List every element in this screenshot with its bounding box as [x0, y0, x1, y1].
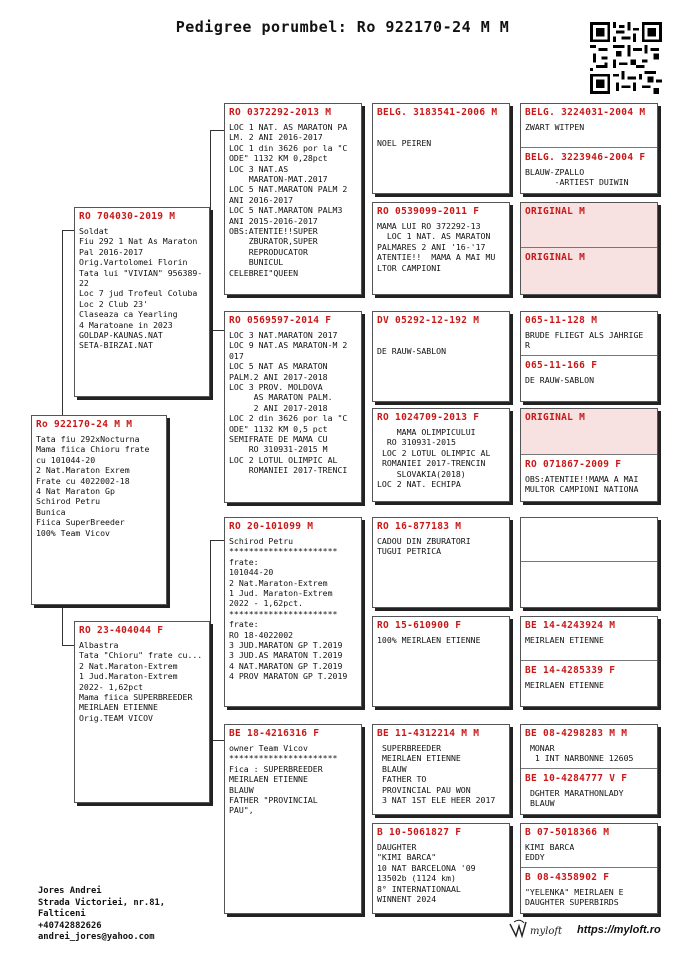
ring-number: RO 1024709-2013 F [377, 412, 480, 423]
pigeon-card-gen4-7 [372, 724, 510, 815]
pigeon-card-gen4-2 [372, 202, 510, 295]
ring-number: B 07-5018366 M [525, 827, 610, 838]
pigeon-notes: Soldat Fiu 292 1 Nat As Maraton Pal 2016-2017 Orig.Vartolomei Florin Tata lui "VIVIAN" 956389-22 Loc 7 jud Trofeul Coluba Loc 2 Club 23' Claseaza ca Yearling 4 Maratoane in 2023 GOLDAP-KAUNAS.NAT SETA-BIRZAI.NAT [79, 226, 203, 351]
ring-number: BE 10-4284777 V F [525, 773, 628, 784]
logo-text: myloft [530, 926, 563, 937]
pigeon-notes: Albastra Tata "Chioru" frate cu... 2 Nat.Maraton-Extrem 1 Jud.Maraton-Extrem 2022- 1,62pct Mama fiica SUPERBREEDER MEIRLAEN ETIENNE Orig.TEAM VICOV [79, 640, 203, 723]
pigeon-notes: MAMA OLIMPICULUI RO 310931-2015 LOC 2 LOTUL OLIMPIC AL ROMANIEI 2017-TRENCIN SLOVAKIA(2018) LOC 2 NAT. ECHIPA [377, 427, 491, 490]
website-link[interactable]: https://myloft.ro [577, 924, 661, 936]
pigeon-card-gen5-15-16 [520, 823, 658, 914]
ring-number: ORIGINAL M [525, 412, 586, 423]
pigeon-card-gen5-9-10 [520, 517, 658, 608]
owner-city: Falticeni [38, 909, 86, 919]
pigeon-notes: LOC 3 NAT.MARATON 2017 LOC 9 NAT.AS MARATON-M 2 017 LOC 5 NAT AS MARATON PALM.2 ANI 2017-2018 LOC 3 PROV. MOLDOVA AS MARATON PALM. 2 ANI 2017-2018 LOC 2 din 3626 por la "C ODE" 1132 KM 0,5 pct SEMIFRATE DE MAMA CU RO 310931-2015 M LOC 2 LOTUL OLIMPIC AL ROMANIEI 2017-TRENCI [229, 330, 348, 476]
ring-number: ORIGINAL M [525, 206, 586, 217]
ring-number: RO 704030-2019 M [79, 211, 176, 222]
pigeon-notes: LOC 1 NAT. AS MARATON PA LM. 2 ANI 2016-2017 LOC 1 din 3626 por la "C ODE" 1132 KM 0,28pct LOC 3 NAT.AS MARATON-MAT.2017 LOC 5 NAT.MARATON PALM 2 ANI 2016-2017 LOC 5 NAT.MARATON PALM3 ANI 2015-2016-2017 OBS:ATENTIE!!SUPER ZBURATOR,SUPER REPRODUCATOR BUNICUL CELEBREI"QUEEN [229, 122, 348, 278]
pigeon-card-gen4-5 [372, 517, 510, 608]
pigeon-notes: CADOU DIN ZBURATORI TUGUI PETRICA [377, 536, 471, 557]
pigeon-notes: SUPERBREEDER MEIRLAEN ETIENNE BLAUW FATHER TO PROVINCIAL PAU WON 3 NAT 1ST ELE HEER 2017 [381, 743, 496, 806]
pigeon-notes: owner Team Vicov ********************** Fica : SUPERBREEDER MEIRLAEN ETIENNE BLAUW FATHER "PROVINCIAL PAU", [229, 743, 338, 816]
owner-name: Jores Andrei [38, 886, 102, 896]
ring-number: RO 071867-2009 F [525, 459, 622, 470]
pigeon-notes: MEIRLAEN ETIENNE [525, 680, 604, 690]
pigeon-card-gen4-4 [372, 408, 510, 502]
ring-number: ORIGINAL M [525, 252, 586, 263]
ring-number: RO 16-877183 M [377, 521, 462, 532]
ring-number: RO 0569597-2014 F [229, 315, 332, 326]
pigeon-card-grandsire-maternal [224, 517, 362, 707]
ring-number: 065-11-166 F [525, 360, 598, 371]
pigeon-card-gen4-8 [372, 823, 510, 914]
pigeon-card-dam [74, 621, 210, 803]
ring-number: Ro 922170-24 M M [36, 419, 133, 430]
ring-number: BE 18-4216316 F [229, 728, 320, 739]
qr-code [590, 22, 662, 94]
ring-number: RO 0539099-2011 F [377, 206, 480, 217]
ring-number: B 10-5061827 F [377, 827, 462, 838]
pigeon-card-granddam-maternal [224, 724, 362, 914]
pigeon-notes: KIMI BARCA EDDY [525, 842, 575, 863]
pigeon-notes: "YELENKA" MEIRLAEN E DAUGHTER SUPERBIRDS [525, 887, 624, 908]
pigeon-notes: BRUDE FLIEGT ALS JAHRIGE R [525, 330, 649, 351]
ring-number: BELG. 3183541-2006 M [377, 107, 498, 118]
myloft-logo [508, 918, 574, 940]
ring-number: BE 14-4243924 M [525, 620, 616, 631]
pigeon-card-main [31, 415, 167, 605]
pigeon-card-gen5-1-2 [520, 103, 658, 194]
pigeon-notes: DE RAUW-SABLON [377, 346, 447, 356]
ring-number: BELG. 3223946-2004 F [525, 152, 646, 163]
ring-number: RO 23-404044 F [79, 625, 164, 636]
owner-street: Strada Victoriei, nr.81, [38, 897, 166, 908]
ring-number: RO 20-101099 M [229, 521, 314, 532]
pigeon-notes: MEIRLAEN ETIENNE [525, 635, 604, 645]
page-title: Pedigree porumbel: Ro 922170-24 M M [175, 18, 510, 36]
owner-info [38, 886, 165, 944]
pigeon-card-gen5-11-12 [520, 616, 658, 707]
pigeon-notes: Schirod Petru ********************** frate: 101044-20 2 Nat.Maraton-Extrem 1 Jud. Maraton-Extrem 2022 - 1,62pct. ********************** frate: RO 18-4022002 3 JUD.MARATON GP T.2019 3 JUD.AS MARATON T.2019 4 NAT.MARATON GP T.2019 4 PROV MARATON GP T.2019 [229, 536, 348, 682]
pigeon-card-gen5-5-6 [520, 311, 658, 402]
pigeon-notes: Tata fiu 292xNocturna Mama fiica Chioru frate cu 101044-20 2 Nat.Maraton Exrem Frate cu 4022002-18 4 Nat Maraton Gp Schirod Petru Bunica Fiica SuperBreeder 100% Team Vicov [36, 434, 150, 538]
pigeon-card-gen5-13-14 [520, 724, 658, 815]
pigeon-notes: BLAUW-ZPALLO -ARTIEST DUIWIN [525, 167, 629, 188]
ring-number: DV 05292-12-192 M [377, 315, 480, 326]
ring-number: BE 11-4312214 M M [377, 728, 480, 739]
pigeon-notes: DAUGHTER "KIMI BARCA" 10 NAT BARCELONA '09 13502b (1124 km) 8° INTERNATIONAAL WINNENT 2024 [377, 842, 476, 905]
ring-number: RO 0372292-2013 M [229, 107, 332, 118]
pigeon-card-gen4-6 [372, 616, 510, 707]
ring-number: BE 14-4285339 F [525, 665, 616, 676]
pigeon-notes: NOEL PEIREN [377, 138, 432, 148]
pigeon-card-gen5-7-8 [520, 408, 658, 502]
ring-number: B 08-4358902 F [525, 872, 610, 883]
pigeon-notes: MAMA LUI RO 372292-13 LOC 1 NAT. AS MARATON PALMARES 2 ANI '16-'17 ATENTIE!! MAMA A MAI MU LTOR CAMPIONI [377, 221, 496, 273]
pigeon-card-sire [74, 207, 210, 397]
pigeon-notes: MONAR 1 INT NARBONNE 12605 [529, 743, 634, 764]
pigeon-card-granddam-paternal [224, 311, 362, 503]
pigeon-notes: ZWART WITPEN [525, 122, 585, 132]
ring-number: 065-11-128 M [525, 315, 598, 326]
ring-number: RO 15-610900 F [377, 620, 462, 631]
owner-phone: +40742882626 [38, 920, 102, 931]
pigeon-notes: DGHTER MARATHONLADY BLAUW [529, 788, 624, 809]
pigeon-card-grandsire-paternal [224, 103, 362, 295]
pigeon-notes: 100% MEIRLAEN ETIENNE [377, 635, 481, 645]
pigeon-card-gen4-3 [372, 311, 510, 402]
pigeon-card-gen5-3-4 [520, 202, 658, 295]
pigeon-card-gen4-1 [372, 103, 510, 194]
pigeon-notes: OBS:ATENTIE!!MAMA A MAI MULTOR CAMPIONI NATIONA [525, 474, 644, 495]
pigeon-notes: DE RAUW-SABLON [525, 375, 595, 385]
ring-number: BELG. 3224031-2004 M [525, 107, 646, 118]
owner-email: andrei_jores@yahoo.com [38, 932, 155, 942]
ring-number: BE 08-4298283 M M [525, 728, 628, 739]
